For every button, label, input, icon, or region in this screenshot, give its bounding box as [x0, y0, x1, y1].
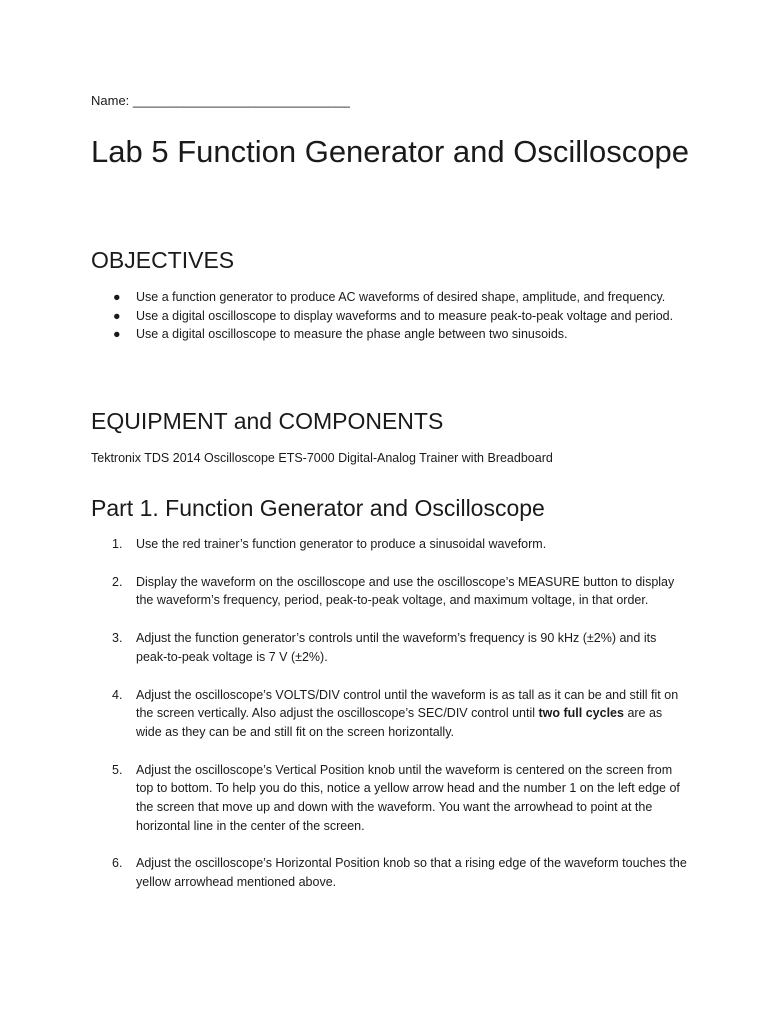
objective-text: Use a function generator to produce AC waveforms of desired shape, amplitude, and frequency. [136, 290, 666, 304]
step-text: Adjust the oscilloscope’s Vertical Position knob until the waveform is centered on the screen from top to bottom. To help you do this, notice a yellow arrow head and the number 1 on the left edge of the screen that move up and down with the waveform. You want the arrowhead to point at the horizontal line in the center of the screen. [136, 762, 680, 833]
step-text [136, 688, 678, 739]
bullet-icon: ● [113, 327, 121, 341]
step-emphasis: two full cycles [538, 706, 624, 721]
objective-text: Use a digital oscilloscope to display waveforms and to measure peak-to-peak voltage and period. [136, 308, 674, 323]
step-number: 4. [112, 687, 123, 702]
bullet-icon: ● [113, 290, 121, 304]
equipment-heading: EQUIPMENT and COMPONENTS [91, 408, 444, 434]
objectives-heading: OBJECTIVES [91, 247, 235, 273]
step-text: Display the waveform on the oscilloscope and use the oscilloscope’s MEASURE button to display the waveform’s frequency, period, peak-to-peak voltage, and maximum voltage, in that order. [136, 574, 675, 608]
step-number: 2. [112, 574, 123, 589]
part1-heading: Part 1. Function Generator and Oscilloscope [91, 495, 545, 521]
step-text-part: Adjust the oscilloscope’s VOLTS/DIV control until the waveform is as tall as it can be and still fit on the screen vertically. Also adjust the oscilloscope’s SEC/DIV control until [136, 687, 679, 721]
step-text: Adjust the function generator’s controls until the waveform’s frequency is 90 kHz (±2%) and its peak-to-peak voltage is 7 V (±2%). [136, 631, 657, 664]
step-number: 6. [112, 856, 123, 871]
name-field-line: Name: ______________________________ [91, 93, 350, 108]
list-item [91, 686, 691, 742]
objective-text: Use a digital oscilloscope to measure the phase angle between two sinusoids. [136, 327, 568, 341]
step-number: 5. [112, 762, 123, 777]
list-item [91, 288, 691, 307]
objectives-list [91, 288, 691, 344]
list-item [91, 307, 691, 326]
list-item [91, 325, 691, 344]
equipment-list-text: Tektronix TDS 2014 Oscilloscope ETS-7000 Digital-Analog Trainer with Breadboard [91, 451, 553, 465]
list-item [91, 854, 691, 891]
list-item [91, 629, 691, 666]
list-item [91, 573, 691, 610]
list-item [91, 761, 691, 836]
step-text-part: are as wide as they can be and still fit on the screen horizontally. [136, 706, 663, 739]
list-item [91, 535, 691, 554]
step-number: 1. [112, 537, 123, 551]
bullet-icon: ● [113, 308, 121, 323]
part1-steps-list [91, 535, 691, 911]
step-number: 3. [112, 631, 123, 646]
step-text: Use the red trainer’s function generator to produce a sinusoidal waveform. [136, 537, 547, 551]
document-title: Lab 5 Function Generator and Oscilloscope [91, 134, 689, 169]
step-text: Adjust the oscilloscope’s Horizontal Position knob so that a rising edge of the waveform touches the yellow arrowhead mentioned above. [136, 856, 687, 890]
